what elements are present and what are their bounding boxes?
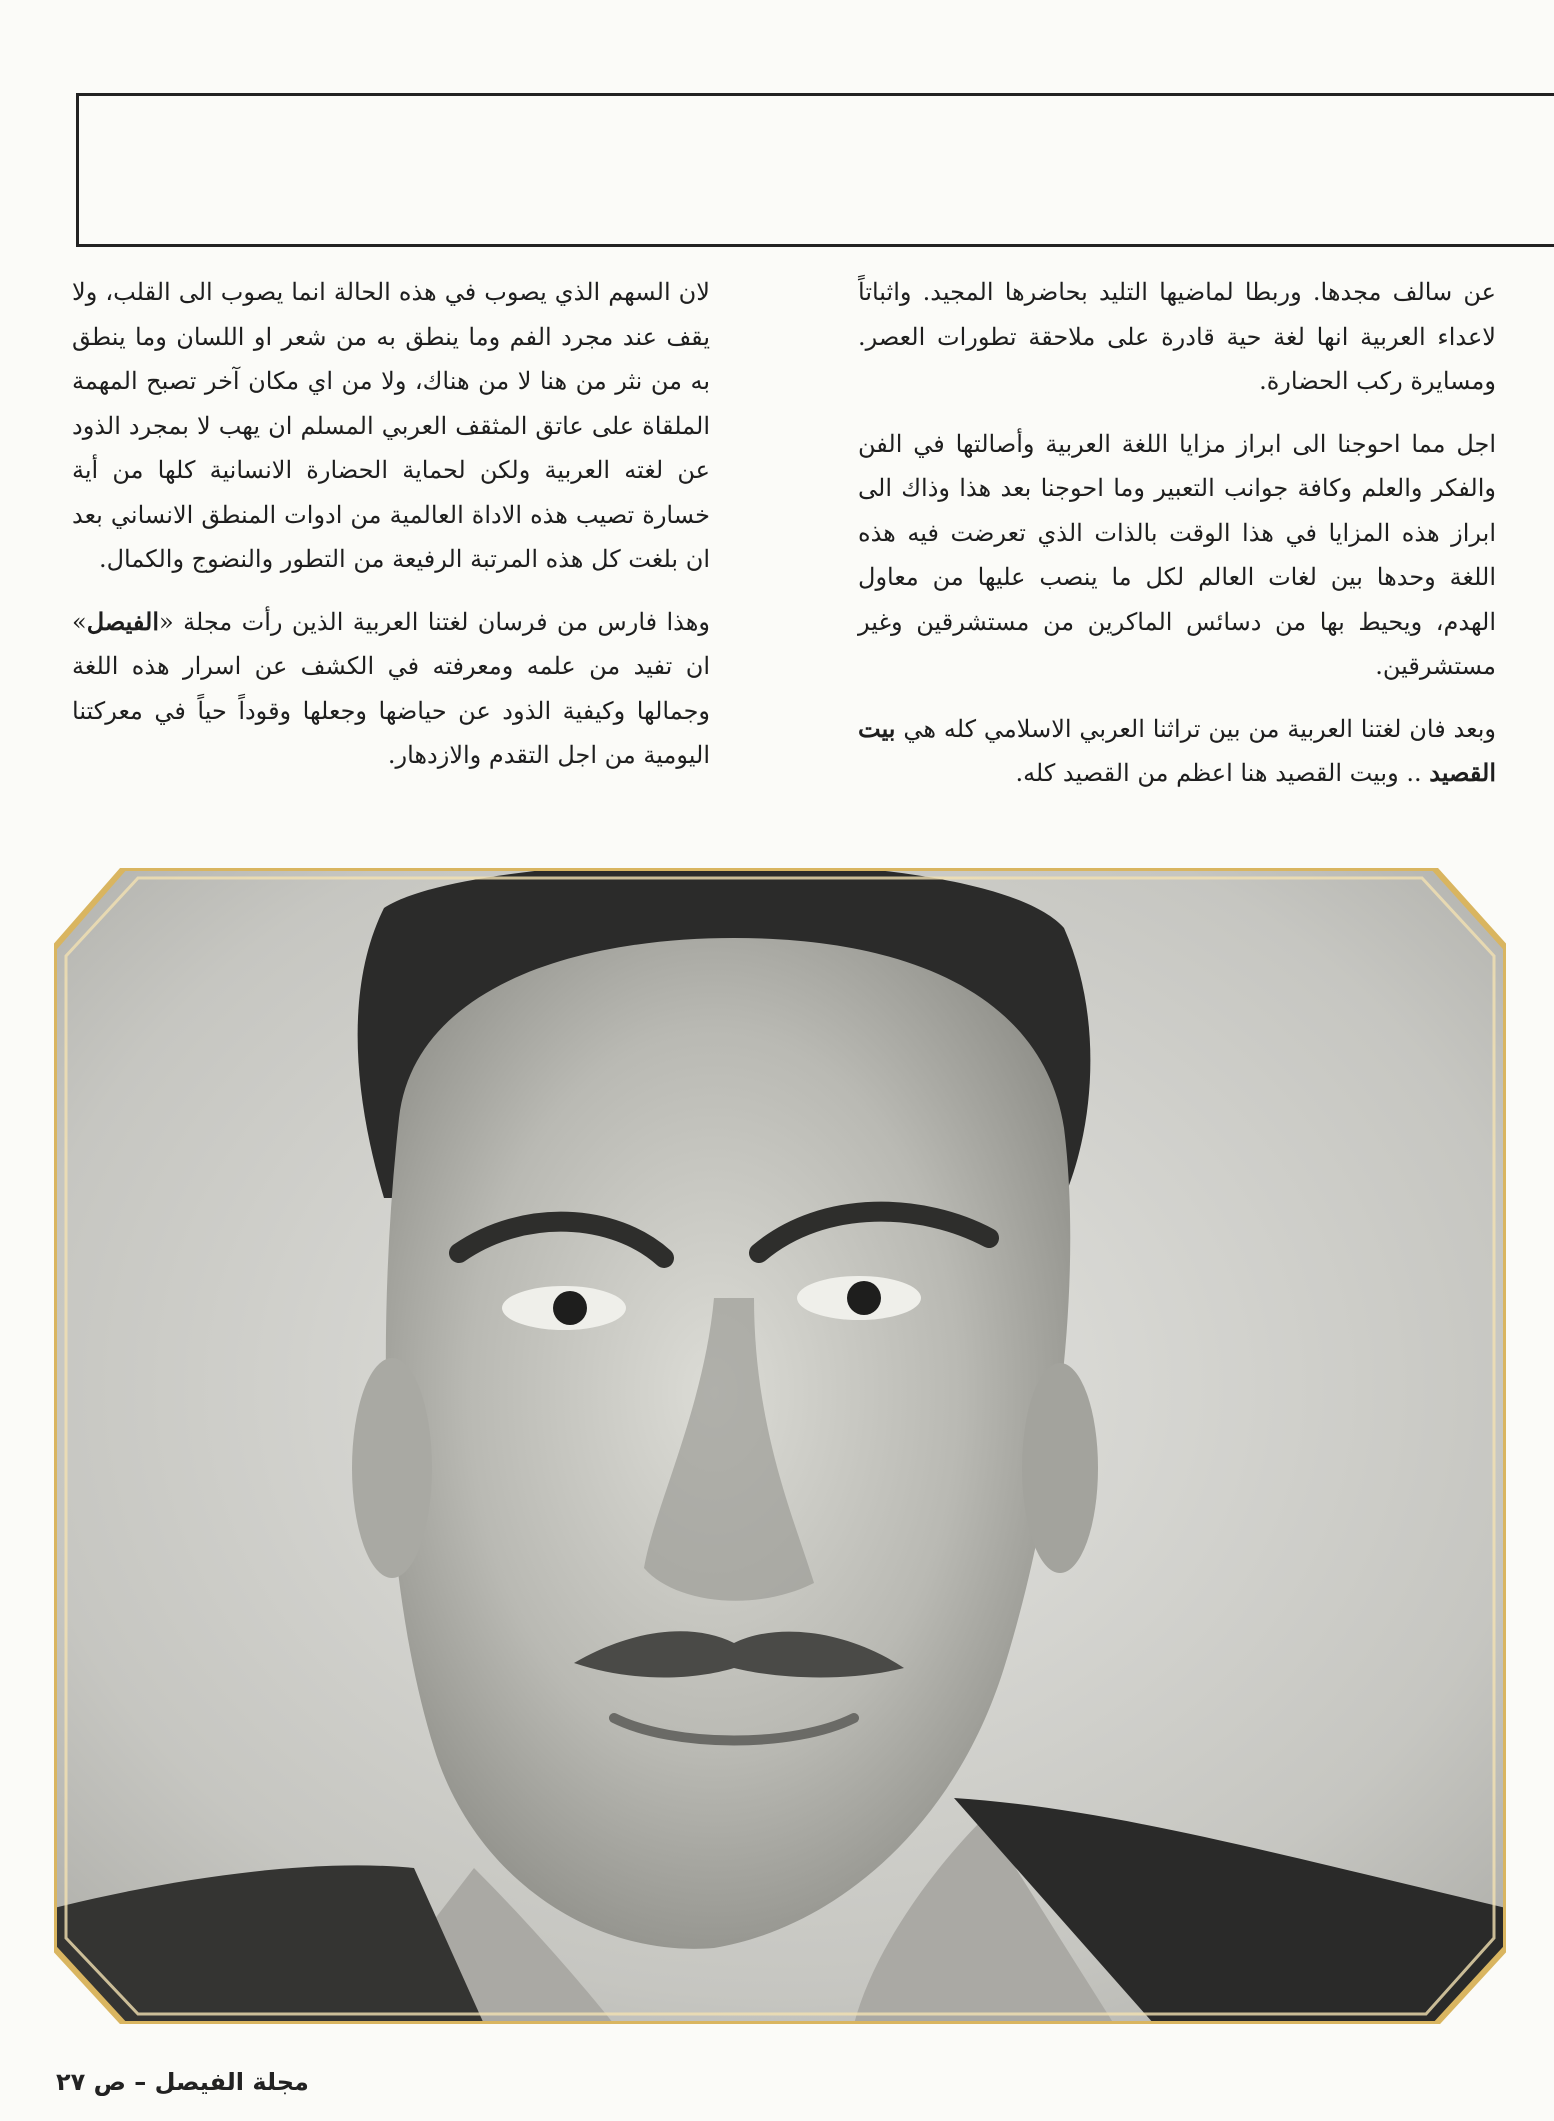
article-column-right bbox=[858, 270, 1496, 814]
paragraph: اجل مما احوجنا الى ابراز مزايا اللغة العربية وأصالتها في الفن والفكر والعلم وكافة جوانب التعبير وما احوجنا بعد هذا وذاك الى ابراز هذه المزايا في هذا الوقت بالذات الذي تعرضت فيه هذه اللغة وحدها بين لغات العالم لكل ما ينصب عليها من معاول الهدم، ويحيط بها من دسائس الماكرين من مستشرقين وغير مستشرقين. bbox=[858, 429, 1496, 680]
bold-phrase: بيت القصيد bbox=[858, 713, 1496, 787]
paragraph bbox=[858, 707, 1496, 796]
magazine-name: الفيصل bbox=[86, 606, 160, 636]
paragraph-text: » ان تفيد من علمه ومعرفته في الكشف عن اسرار هذه اللغة وجمالها وكيفية الذود عن حياضها وجعلها وقوداً حياً في معركتنا اليومية من اجل التقدم والازدهار. bbox=[72, 607, 710, 769]
portrait-photo-graphic bbox=[54, 868, 1506, 2024]
header-banner-box bbox=[76, 93, 1554, 247]
portrait-photo bbox=[54, 868, 1506, 2024]
page-footer: مجلة الفيصل – ص ٢٧ bbox=[56, 2068, 309, 2096]
article-column-left bbox=[72, 270, 710, 796]
paragraph-text: .. وبيت القصيد هنا اعظم من القصيد كله. bbox=[1015, 759, 1422, 787]
paragraph-text: وبعد فان لغتنا العربية من بين تراثنا العربي الاسلامي كله هي bbox=[903, 714, 1496, 743]
paragraph bbox=[72, 600, 710, 778]
paragraph: لان السهم الذي يصوب في هذه الحالة انما يصوب الى القلب، ولا يقف عند مجرد الفم وما ينطق به من شعر او اللسان وما ينطق به من نثر من هنا لا من هناك، ولا من اي مكان آخر تصبح المهمة الملقاة على عاتق المثقف العربي المسلم ان يهب لا بمجرد الذود عن لغته العربية ولكن لحماية الحضارة الانسانية كلها من أية خسارة تصيب هذه الاداة العالمية من ادوات المنطق الانساني بعد ان بلغت كل هذه المرتبة الرفيعة من التطور والنضوج والكمال. bbox=[72, 278, 710, 573]
paragraph: عن سالف مجدها. وربطا لماضيها التليد بحاضرها المجيد. واثباتاً لاعداء العربية انها لغة حية قادرة على ملاحقة تطورات العصر. ومسايرة ركب الحضارة. bbox=[858, 278, 1496, 395]
paragraph-text: وهذا فارس من فرسان لغتنا العربية الذين رأت مجلة « bbox=[159, 607, 710, 636]
